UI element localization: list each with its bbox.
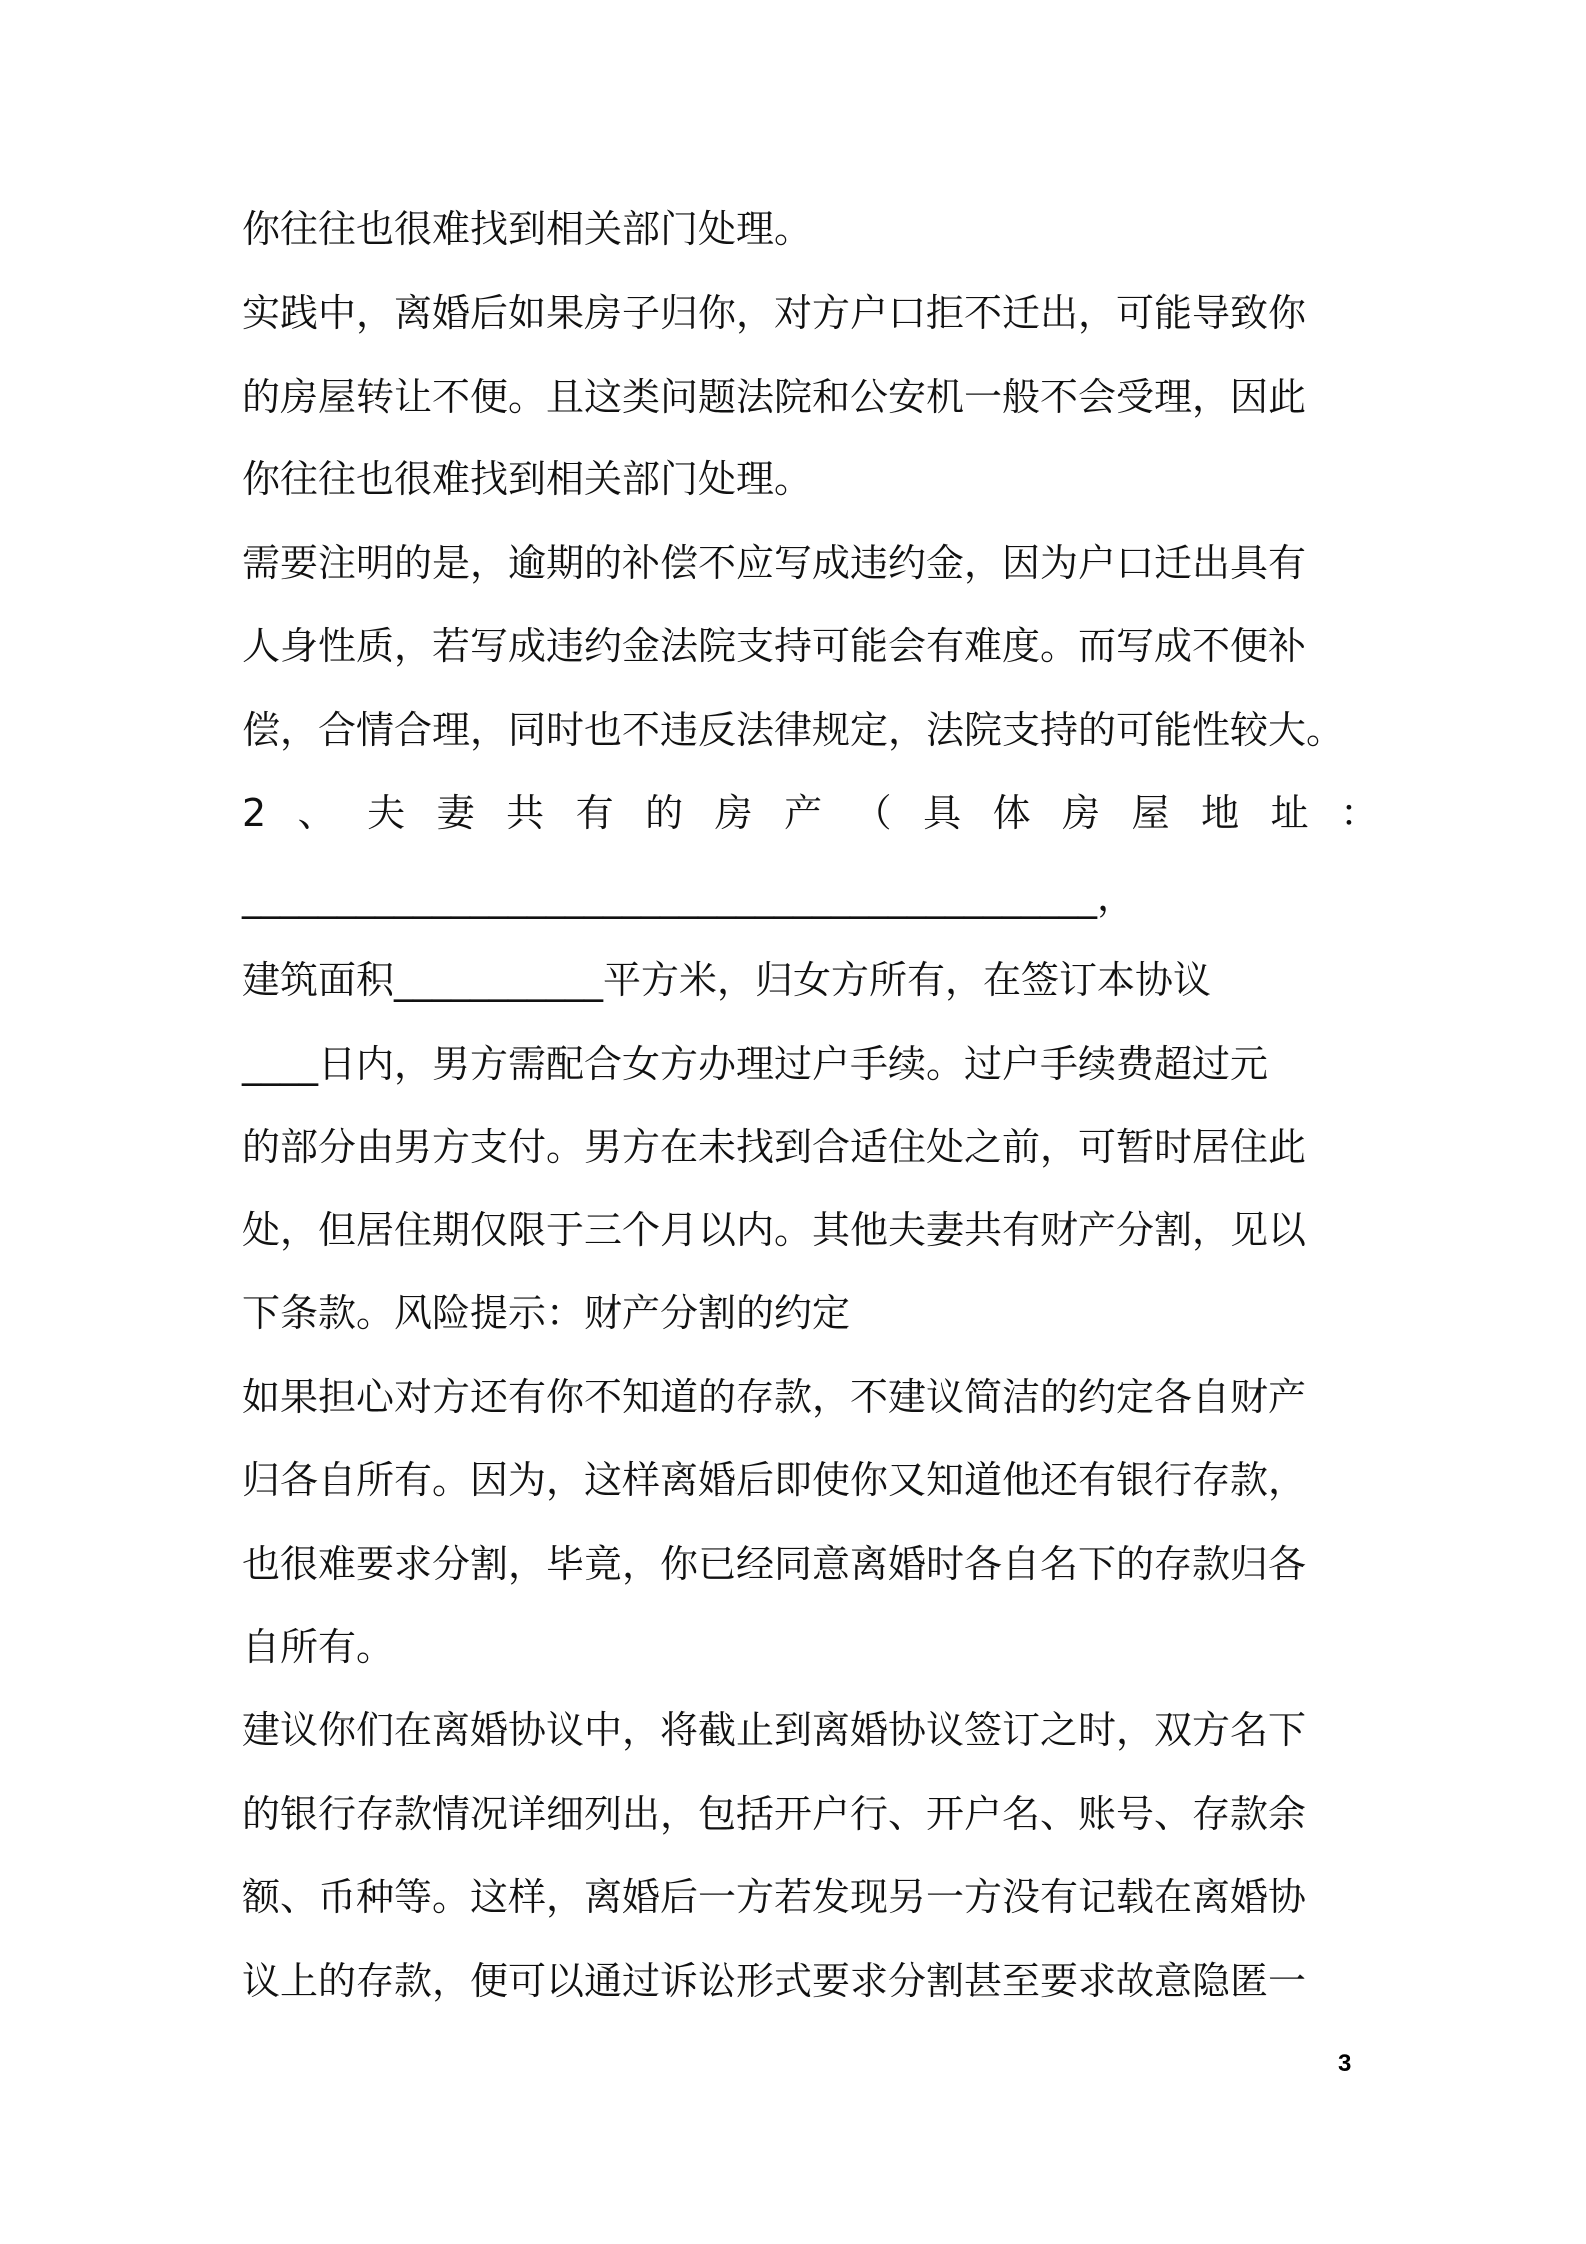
text-line: 议上的存款，便可以通过诉讼形式要求分割甚至要求故意隐匿一 bbox=[242, 1959, 1307, 2003]
text-line: 处，但居住期仅限于三个月以内。其他夫妻共有财产分割，见以 bbox=[242, 1208, 1307, 1252]
text-line: 自所有。 bbox=[242, 1625, 395, 1669]
text-line: 需要注明的是，逾期的补偿不应写成违约金，因为户口迁出具有 bbox=[242, 541, 1307, 585]
text-line: 的银行存款情况详细列出，包括开户行、开户名、账号、存款余 bbox=[242, 1792, 1307, 1836]
text-line: 的部分由男方支付。男方在未找到合适住处之前，可暂时居住此 bbox=[242, 1125, 1307, 1169]
page-number: 3 bbox=[1338, 2050, 1352, 2077]
text-line: 人身性质，若写成违约金法院支持可能会有难度。而写成不便补 bbox=[242, 624, 1307, 668]
text-line: 归各自所有。因为，这样离婚后即使你又知道他还有银行存款， bbox=[242, 1458, 1307, 1502]
section-heading-2: 2、夫妻共有的房产（具体房屋地址： bbox=[242, 791, 1410, 835]
text-line: 建议你们在离婚协议中，将截止到离婚协议签订之时，双方名下 bbox=[242, 1708, 1307, 1752]
text-line: _____________________________________________， bbox=[242, 875, 1136, 919]
text-line: ____日内，男方需配合女方办理过户手续。过户手续费超过元 bbox=[242, 1042, 1269, 1086]
text-line: 额、币种等。这样，离婚后一方若发现另一方没有记载在离婚协 bbox=[242, 1875, 1307, 1919]
text-line: 下条款。风险提示：财产分割的约定 bbox=[242, 1291, 851, 1335]
text-line: 也很难要求分割，毕竟，你已经同意离婚时各自名下的存款归各 bbox=[242, 1542, 1307, 1586]
text-line: 你往往也很难找到相关部门处理。 bbox=[242, 207, 813, 251]
text-line: 如果担心对方还有你不知道的存款，不建议简洁的约定各自财产 bbox=[242, 1375, 1307, 1419]
text-line: 建筑面积___________平方米，归女方所有，在签订本协议 bbox=[242, 958, 1212, 1002]
text-line: 你往往也很难找到相关部门处理。 bbox=[242, 457, 813, 501]
text-line: 的房屋转让不便。且这类问题法院和公安机一般不会受理，因此 bbox=[242, 375, 1307, 419]
text-line: 实践中，离婚后如果房子归你，对方户口拒不迁出，可能导致你 bbox=[242, 291, 1307, 335]
text-line: 偿，合情合理，同时也不违反法律规定，法院支持的可能性较大。 bbox=[242, 708, 1345, 752]
